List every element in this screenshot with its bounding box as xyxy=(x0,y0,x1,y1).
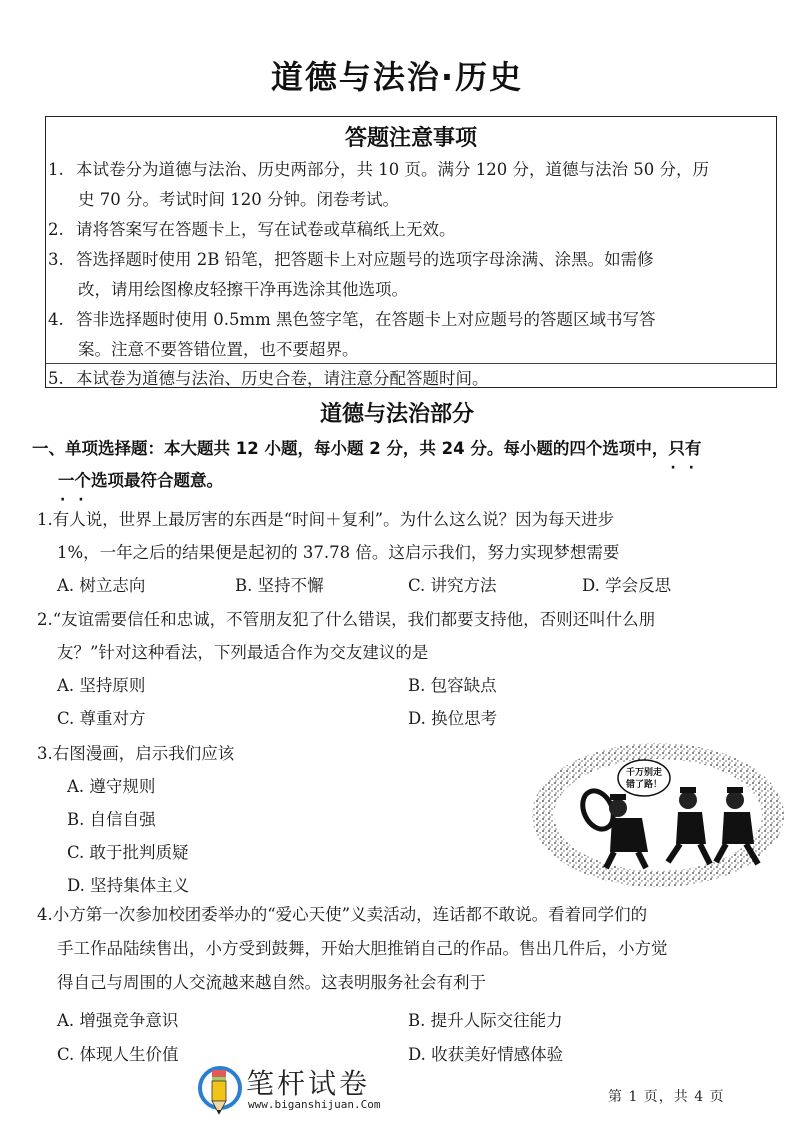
notice-item-1-cont: 史 70 分。考试时间 120 分钟。闭卷考试。 xyxy=(78,190,399,209)
q1-option-b[interactable]: B. 坚持不懈 xyxy=(235,576,324,595)
q1-option-c[interactable]: C. 讲究方法 xyxy=(408,576,497,595)
emphasis-text: 只有 · · xyxy=(668,439,701,458)
cartoon-image xyxy=(530,740,785,890)
section-title: 道德与法治部分 xyxy=(319,402,474,427)
notice-item-4-cont: 案。注意不要答错位置，也不要超界。 xyxy=(78,340,359,359)
notice-box xyxy=(45,116,777,388)
notice-item-3: 3. 答选择题时使用 2B 铅笔，把答题卡上对应题号的选项字母涂满、涂黑。如需修 xyxy=(48,250,654,269)
q3-option-a[interactable]: A. 遵守规则 xyxy=(67,777,156,796)
q4-option-b[interactable]: B. 提升人际交往能力 xyxy=(408,1011,563,1030)
question-1-cont: 1%，一年之后的结果便是起初的 37.78 倍。这启示我们，努力实现梦想需要 xyxy=(57,543,620,562)
notice-item-1: 1. 本试卷分为道德与法治、历史两部分，共 10 页。满分 120 分，道德与法治 50 分，历 xyxy=(48,160,709,179)
section-instruction-line-2: 一个选项 · ·最符合题意。 xyxy=(58,466,223,496)
question-4-cont-2: 得自己与周围的人交流越来越自然。这表明服务社会有利于 xyxy=(57,973,486,992)
q3-option-d[interactable]: D. 坚持集体主义 xyxy=(67,876,190,895)
q1-option-a[interactable]: A. 树立志向 xyxy=(57,576,146,595)
q2-option-b[interactable]: B. 包容缺点 xyxy=(408,676,497,695)
q2-option-a[interactable]: A. 坚持原则 xyxy=(57,676,146,695)
question-4-cont-1: 手工作品陆续售出，小方受到鼓舞，开始大胆推销自己的作品。售出几件后，小方觉 xyxy=(57,939,668,958)
watermark-logo xyxy=(198,1062,398,1117)
speech-bubble-text-2: 错了路！ xyxy=(625,780,663,790)
q3-option-b[interactable]: B. 自信自强 xyxy=(67,810,156,829)
cartoon-illustration xyxy=(530,740,785,890)
logo-url: www.biganshijuan.Com xyxy=(248,1098,381,1111)
question-4: 4.小方第一次参加校团委举办的“爱心天使”义卖活动，连话都不敢说。看着同学们的 xyxy=(37,905,648,924)
page-number: 第 1 页，共 4 页 xyxy=(608,1089,725,1105)
page-title: 道德与法治·历史 xyxy=(270,58,524,96)
question-1: 1.有人说，世界上最厉害的东西是“时间＋复利”。为什么这么说？因为每天进步 xyxy=(37,510,615,529)
q4-option-d[interactable]: D. 收获美好情感体验 xyxy=(408,1045,564,1064)
notice-item-3-cont: 改，请用绘图橡皮轻擦干净再选涂其他选项。 xyxy=(78,280,408,299)
notice-item-2: 2. 请将答案写在答题卡上，写在试卷或草稿纸上无效。 xyxy=(48,220,456,239)
notice-item-4: 4. 答非选择题时使用 0.5mm 黑色签字笔，在答题卡上对应题号的答题区域书写答 xyxy=(48,310,656,329)
pencil-logo-icon xyxy=(198,1062,242,1116)
section-instruction-line-1: 一、单项选择题：本大题共 12 小题，每小题 2 分，共 24 分。每小题的四个选项中，只有 · · xyxy=(32,434,701,464)
notice-item-5: 5. 本试卷为道德与法治、历史合卷，请注意分配答题时间。 xyxy=(46,363,776,394)
q2-option-c[interactable]: C. 尊重对方 xyxy=(57,709,146,728)
speech-bubble-text-1: 千万别走 xyxy=(625,768,663,778)
q2-option-d[interactable]: D. 换位思考 xyxy=(408,709,498,728)
emphasis-text: 一个选项 · · xyxy=(58,471,124,490)
notice-heading: 答题注意事项 xyxy=(344,126,477,151)
q1-option-d[interactable]: D. 学会反思 xyxy=(582,576,672,595)
logo-text: 笔杆试卷 xyxy=(246,1067,371,1100)
q4-option-a[interactable]: A. 增强竞争意识 xyxy=(57,1011,179,1030)
question-2-cont: 友？”针对这种看法，下列最适合作为交友建议的是 xyxy=(57,643,429,662)
question-2: 2.“友谊需要信任和忠诚，不管朋友犯了什么错误，我们都要支持他，否则还叫什么朋 xyxy=(37,610,656,629)
q3-option-c[interactable]: C. 敢于批判质疑 xyxy=(67,843,189,862)
q4-option-c[interactable]: C. 体现人生价值 xyxy=(57,1045,179,1064)
question-3: 3.右图漫画，启示我们应该 xyxy=(37,744,235,763)
